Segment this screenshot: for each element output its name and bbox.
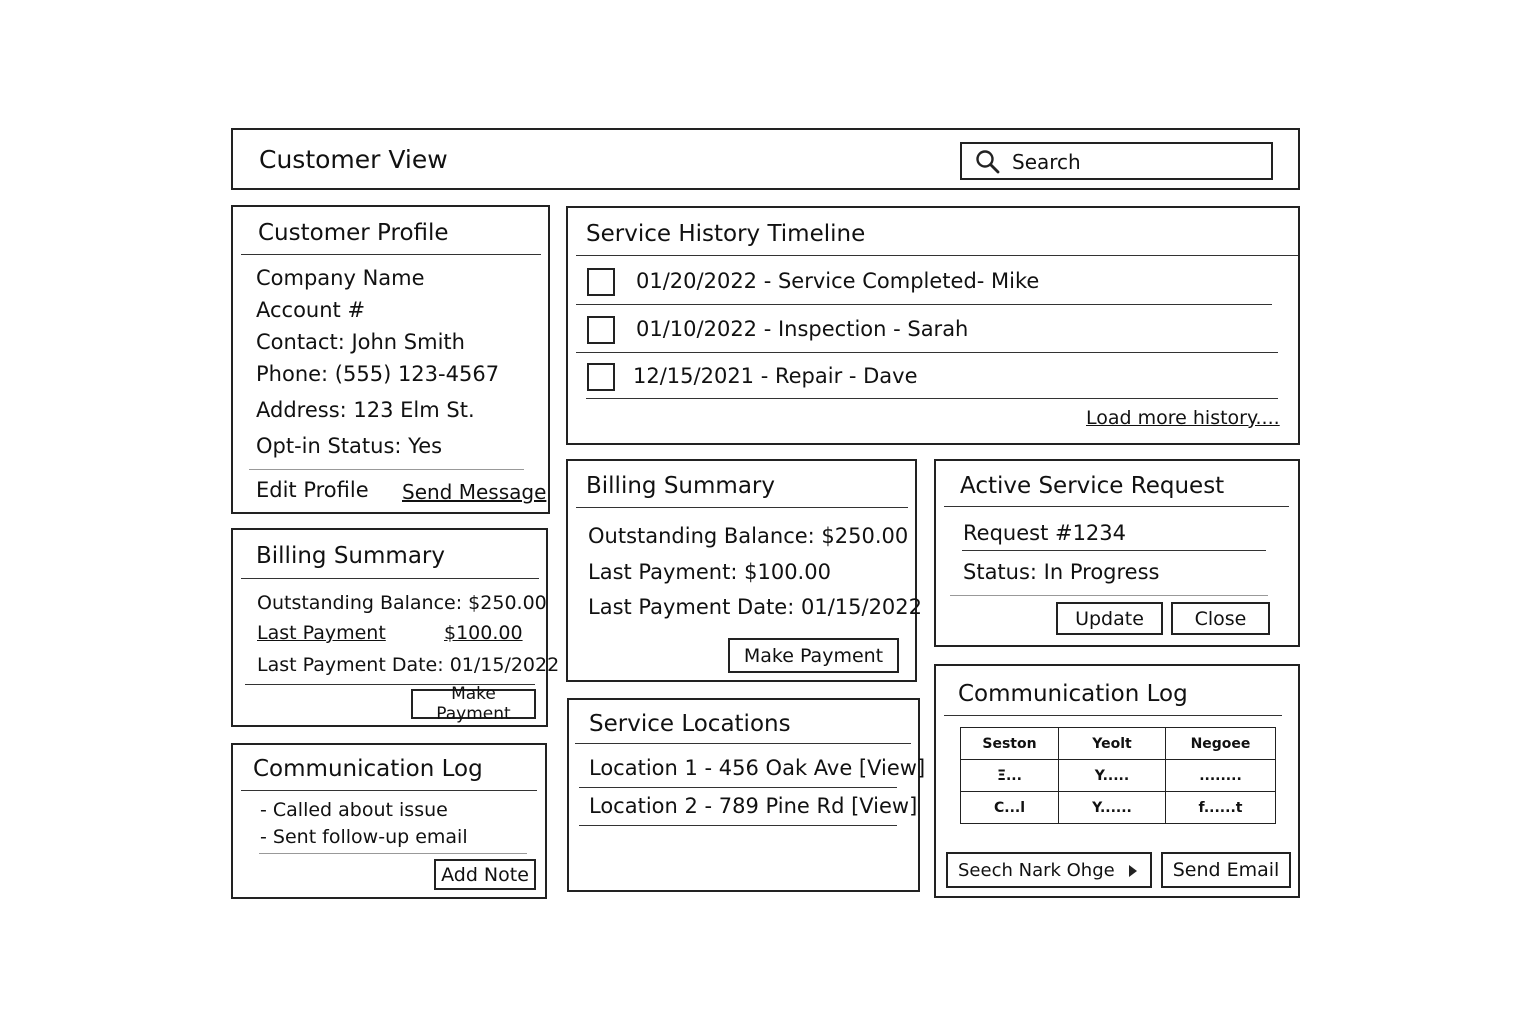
timeline-item: 12/15/2021 - Repair - Dave: [633, 364, 918, 388]
phone: Phone: (555) 123-4567: [256, 362, 500, 386]
load-more-history-link[interactable]: Load more history....: [1086, 407, 1280, 429]
divider: [249, 469, 524, 470]
location-item[interactable]: Location 2 - 789 Pine Rd [View]: [589, 794, 918, 818]
last-payment-label: Last Payment: [257, 622, 386, 644]
send-email-button[interactable]: Send Email: [1161, 852, 1291, 888]
service-locations-panel: [567, 698, 926, 892]
divider: [950, 595, 1268, 596]
divider: [944, 715, 1282, 716]
page-title: Customer View: [259, 145, 448, 174]
address: Address: 123 Elm St.: [256, 398, 475, 422]
divider: [241, 790, 537, 791]
optin-status: Opt-in Status: Yes: [256, 434, 443, 458]
account-number: Account #: [256, 298, 366, 322]
caret-right-icon: [1128, 865, 1138, 877]
communication-table: [960, 727, 1276, 824]
divider: [241, 578, 539, 579]
make-payment-button[interactable]: Make Payment: [728, 638, 899, 673]
timeline-checkbox[interactable]: [587, 363, 615, 391]
divider: [579, 787, 897, 788]
request-number: Request #1234: [963, 521, 1127, 545]
divider: [576, 304, 1272, 305]
update-button[interactable]: Update: [1056, 602, 1163, 635]
log-item: - Called about issue: [260, 799, 448, 821]
timeline-item: 01/20/2022 - Service Completed- Mike: [636, 269, 1040, 293]
billing-summary-left-panel: [231, 528, 560, 727]
table-cell: Ξ...: [961, 760, 1059, 792]
search-icon: [975, 149, 1001, 175]
search-label: Search: [1012, 150, 1081, 174]
locations-title: Service Locations: [589, 711, 791, 737]
outstanding-balance: Outstanding Balance: $250.00: [588, 524, 909, 548]
divider: [241, 254, 541, 255]
last-payment-date: Last Payment Date: 01/15/2022: [257, 654, 560, 676]
table-row: [961, 792, 1276, 824]
timeline-title: Service History Timeline: [586, 221, 866, 247]
communication-log-right-panel: [934, 664, 1300, 898]
log-item: - Sent follow-up email: [260, 826, 468, 848]
last-payment-date: Last Payment Date: 01/15/2022: [588, 595, 923, 619]
profile-title: Customer Profile: [258, 220, 449, 246]
divider: [586, 398, 1278, 399]
divider: [575, 743, 911, 744]
column-header: Yeolt: [1059, 728, 1166, 760]
table-cell: Y.....: [1059, 760, 1166, 792]
dropdown-label: Seech Nark Ohge: [958, 860, 1115, 881]
table-cell: C...l: [961, 792, 1059, 824]
divider: [576, 507, 908, 508]
table-row: [961, 760, 1276, 792]
last-payment-value: $100.00: [444, 622, 523, 644]
billing-title: Billing Summary: [586, 473, 775, 499]
contact: Contact: John Smith: [256, 330, 465, 354]
table-header-row: [961, 728, 1276, 760]
search-input[interactable]: [960, 142, 1273, 180]
timeline-item: 01/10/2022 - Inspection - Sarah: [636, 317, 969, 341]
company-name: Company Name: [256, 266, 425, 290]
table-cell: Y......: [1059, 792, 1166, 824]
send-message-link[interactable]: Send Message: [402, 480, 547, 504]
make-payment-button[interactable]: Make Payment: [411, 689, 536, 719]
comm-log-title: Communication Log: [253, 756, 483, 782]
divider: [579, 825, 897, 826]
timeline-checkbox[interactable]: [587, 316, 615, 344]
add-note-button[interactable]: Add Note: [434, 859, 536, 890]
close-button[interactable]: Close: [1171, 602, 1270, 635]
table-cell: ........: [1166, 760, 1276, 792]
table-cell: f......t: [1166, 792, 1276, 824]
billing-summary-mid-panel: [566, 459, 923, 682]
edit-profile-button[interactable]: Edit Profile: [256, 478, 369, 502]
outstanding-balance: Outstanding Balance: $250.00: [257, 592, 547, 614]
column-header: Negoee: [1166, 728, 1276, 760]
channel-dropdown[interactable]: [946, 852, 1152, 888]
comm-log-title: Communication Log: [958, 681, 1188, 707]
divider: [259, 853, 527, 854]
divider: [576, 255, 1298, 256]
divider: [576, 352, 1278, 353]
divider: [944, 506, 1289, 507]
request-title: Active Service Request: [960, 473, 1225, 499]
location-item[interactable]: Location 1 - 456 Oak Ave [View]: [589, 756, 926, 780]
active-service-request-panel: [934, 459, 1300, 647]
service-history-panel: [566, 206, 1300, 445]
divider: [962, 550, 1266, 551]
communication-log-left-panel: [231, 743, 547, 899]
timeline-checkbox[interactable]: [587, 268, 615, 296]
header-bar: [231, 128, 1300, 190]
column-header: Seston: [961, 728, 1059, 760]
customer-profile-panel: [231, 205, 550, 514]
request-status: Status: In Progress: [963, 560, 1160, 584]
billing-title: Billing Summary: [256, 543, 445, 569]
last-payment: Last Payment: $100.00: [588, 560, 831, 584]
